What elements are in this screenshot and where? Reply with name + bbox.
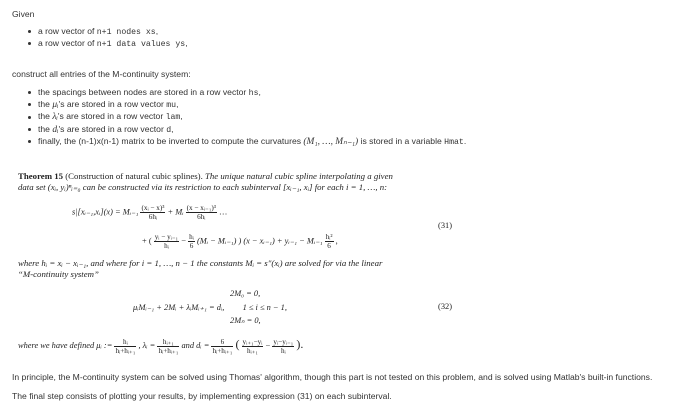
equation-number-31: (31)	[438, 221, 452, 230]
fraction: $\frac{\text{hᵢ²}}{6}$	[325, 233, 333, 250]
theorem-line-2: data set (xᵢ, yᵢ)ⁿᵢ₌₀ can be constructed via its restriction to each subinterval [xᵢ₋₁, xᵢ] for each i = 1, …, n:	[18, 182, 388, 192]
where-line-1: where hᵢ = xᵢ − xᵢ₋₁, and where for i = 1, …, n − 1 the constants Mᵢ = s″(xᵢ) are solved for via the linear	[18, 258, 383, 268]
list-item: a row vector of n+1 data values ys,	[26, 38, 188, 50]
equation-31-line-2: + ( $\frac{\text{yᵢ − yᵢ₋₁}}{\text{hᵢ}}$ − $\frac{\text{hᵢ}}{6}$ (Mᵢ − Mᵢ₋₁) ) (x − xᵢ₋₁) + yᵢ₋₁ − Mᵢ₋₁ $\frac{\text{hᵢ²}}{6}$ ,	[142, 233, 338, 250]
equation-32-line-1: 2M₀ = 0,	[230, 289, 261, 298]
list-item: the spacings between nodes are stored in a row vector hs,	[26, 87, 466, 99]
list-item: the dᵢ's are stored in a row vector d,	[26, 124, 466, 136]
equation-32-line-2: μᵢMᵢ₋₁ + 2Mᵢ + λᵢMᵢ₊₁ = dᵢ, 1 ≤ i ≤ n − 1,	[133, 303, 287, 312]
equation-31-line-1: s|[xᵢ₋₁,xᵢ](x) = Mᵢ₋₁ $\frac{\text{(xᵢ − x)³}}{\text{6hᵢ}}$ + Mᵢ $\frac{\text{(x − xᵢ₋₁)³}}{\text{6hᵢ}}$ …	[72, 204, 228, 221]
final-paragraph: The final step consists of plotting your results, by implementing expression (31) on each subinterval.	[12, 391, 392, 401]
list-item: finally, the (n-1)x(n-1) matrix to be inverted to compute the curvatures (M₁, …, Mₙ₋₁) is stored in a variable Hmat.	[26, 136, 466, 148]
where-line-2: “M-continuity system”	[18, 269, 99, 279]
equation-32-line-3: 2Mₙ = 0,	[230, 316, 261, 325]
given-list	[26, 26, 188, 50]
given-heading: Given	[12, 9, 35, 19]
fraction: $\frac{6}{\text{hᵢ+hᵢ₊₁}}$	[212, 337, 233, 355]
list-item: the μᵢ's are stored in a row vector mu,	[26, 99, 466, 111]
definitions-line: where we have defined μᵢ := $\frac{\text{hᵢ}}{\text{hᵢ+hᵢ₊₁}}$ , λᵢ = $\frac{\text{hᵢ₊₁}}{\text{hᵢ+hᵢ₊₁}}$ and dᵢ = $\frac{6}{\text{hᵢ+hᵢ₊₁}}$ ( $\frac{\text{yᵢ₊₁−yᵢ}}{\text{hᵢ₊₁}}$ − $\frac{\text{yᵢ−yᵢ₋₁}}{\text{hᵢ}}$ ).	[18, 337, 304, 355]
fraction: $\frac{\text{yᵢ₊₁−yᵢ}}{\text{hᵢ₊₁}}$	[242, 337, 263, 355]
fraction: $\frac{\text{yᵢ − yᵢ₋₁}}{\text{hᵢ}}$	[154, 233, 179, 250]
fraction: $\frac{\text{hᵢ}}{6}$	[189, 233, 194, 250]
theorem-label: Theorem 15	[18, 171, 64, 181]
fraction: $\frac{\text{(x − xᵢ₋₁)³}}{\text{6hᵢ}}$	[186, 204, 216, 221]
fraction: $\frac{\text{yᵢ−yᵢ₋₁}}{\text{hᵢ}}$	[273, 337, 294, 355]
theorem-title: (Construction of natural cubic splines).	[65, 171, 203, 181]
equation-number-32: (32)	[438, 302, 452, 311]
fraction: $\frac{\text{hᵢ}}{\text{hᵢ+hᵢ₊₁}}$	[115, 337, 136, 355]
list-item: the λᵢ's are stored in a row vector lam,	[26, 111, 466, 123]
fraction: $\frac{\text{hᵢ₊₁}}{\text{hᵢ+hᵢ₊₁}}$	[158, 337, 179, 355]
theorem-line-1	[18, 171, 393, 182]
principle-paragraph: In principle, the M-continuity system can be solved using Thomas' algorithm, though this part is not tested on this problem, and is solved using Matlab's built-in functions.	[12, 372, 653, 382]
theorem-text: The unique natural cubic spline interpolating a given	[205, 171, 393, 181]
construct-list	[26, 87, 466, 148]
list-item: a row vector of n+1 nodes xs,	[26, 26, 188, 38]
fraction: $\frac{\text{(xᵢ − x)³}}{\text{6hᵢ}}$	[141, 204, 165, 221]
construct-heading: construct all entries of the M-continuity system:	[12, 69, 191, 79]
